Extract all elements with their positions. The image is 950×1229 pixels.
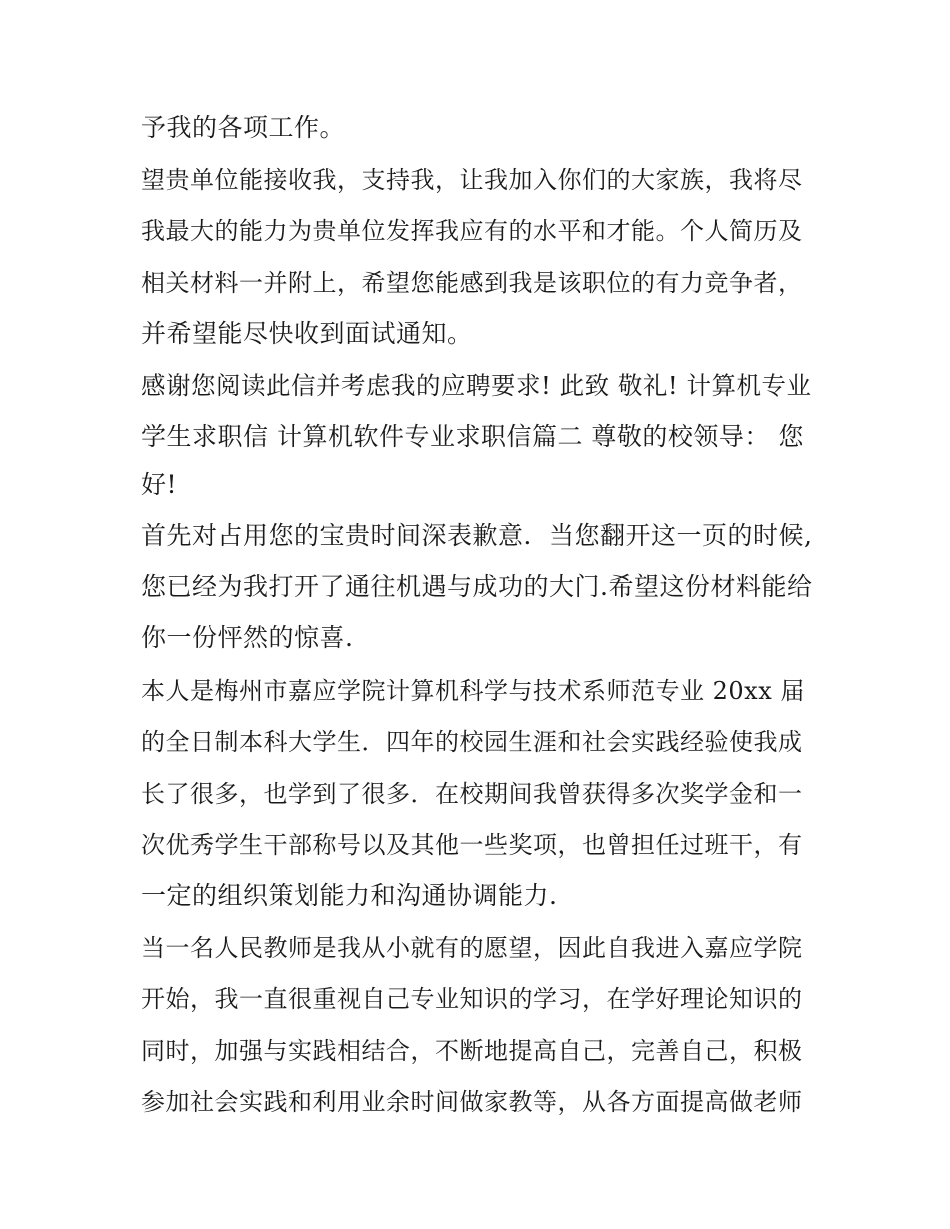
text-line: 予我的各项工作。 [141,113,346,142]
text-line: 本人是梅州市嘉应学院计算机科学与技术系师范专业 20xx 届 [141,677,805,705]
text-line: 一定的组织策划能力和沟通协调能力. [141,881,558,910]
text-line: 并希望能尽快收到面试通知。 [141,319,473,348]
text-line: 的全日制本科大学生．四年的校园生涯和社会实践经验使我成 [141,728,803,756]
text-line: 学生求职信 计算机软件专业求职信篇二 尊敬的校领导： 您 [141,422,804,451]
text-line: 长了很多，也学到了很多．在校期间我曾获得多次奖学金和一 [141,780,803,808]
text-line: 好! [141,470,178,499]
text-line: 我最大的能力为贵单位发挥我应有的水平和才能。个人简历及 [141,217,803,245]
text-line: 次优秀学生干部称号以及其他一些奖项，也曾担任过班干，有 [141,831,803,859]
text-line: 首先对占用您的宝贵时间深表歉意．当您翻开这一页的时候, [141,521,813,550]
text-line: 您已经为我打开了通往机遇与成功的大门.希望这份材料能给 [141,572,813,601]
text-line: 当一名人民教师是我从小就有的愿望，因此自我进入嘉应学院 [141,934,803,962]
text-line: 同时，加强与实践相结合，不断地提高自己，完善自己，积极 [141,1037,803,1065]
text-line: 感谢您阅读此信并考虑我的应聘要求! 此致 敬礼! 计算机专业 [141,371,812,400]
text-line: 你一份怦然的惊喜. [141,623,354,652]
text-line: 相关材料一并附上，希望您能感到我是该职位的有力竞争者， [141,269,803,297]
text-line: 望贵单位能接收我，支持我，让我加入你们的大家族，我将尽 [141,166,803,194]
text-line: 参加社会实践和利用业余时间做家教等，从各方面提高做老师 [141,1088,803,1116]
text-line: 开始，我一直很重视自己专业知识的学习，在学好理论知识的 [141,985,803,1013]
